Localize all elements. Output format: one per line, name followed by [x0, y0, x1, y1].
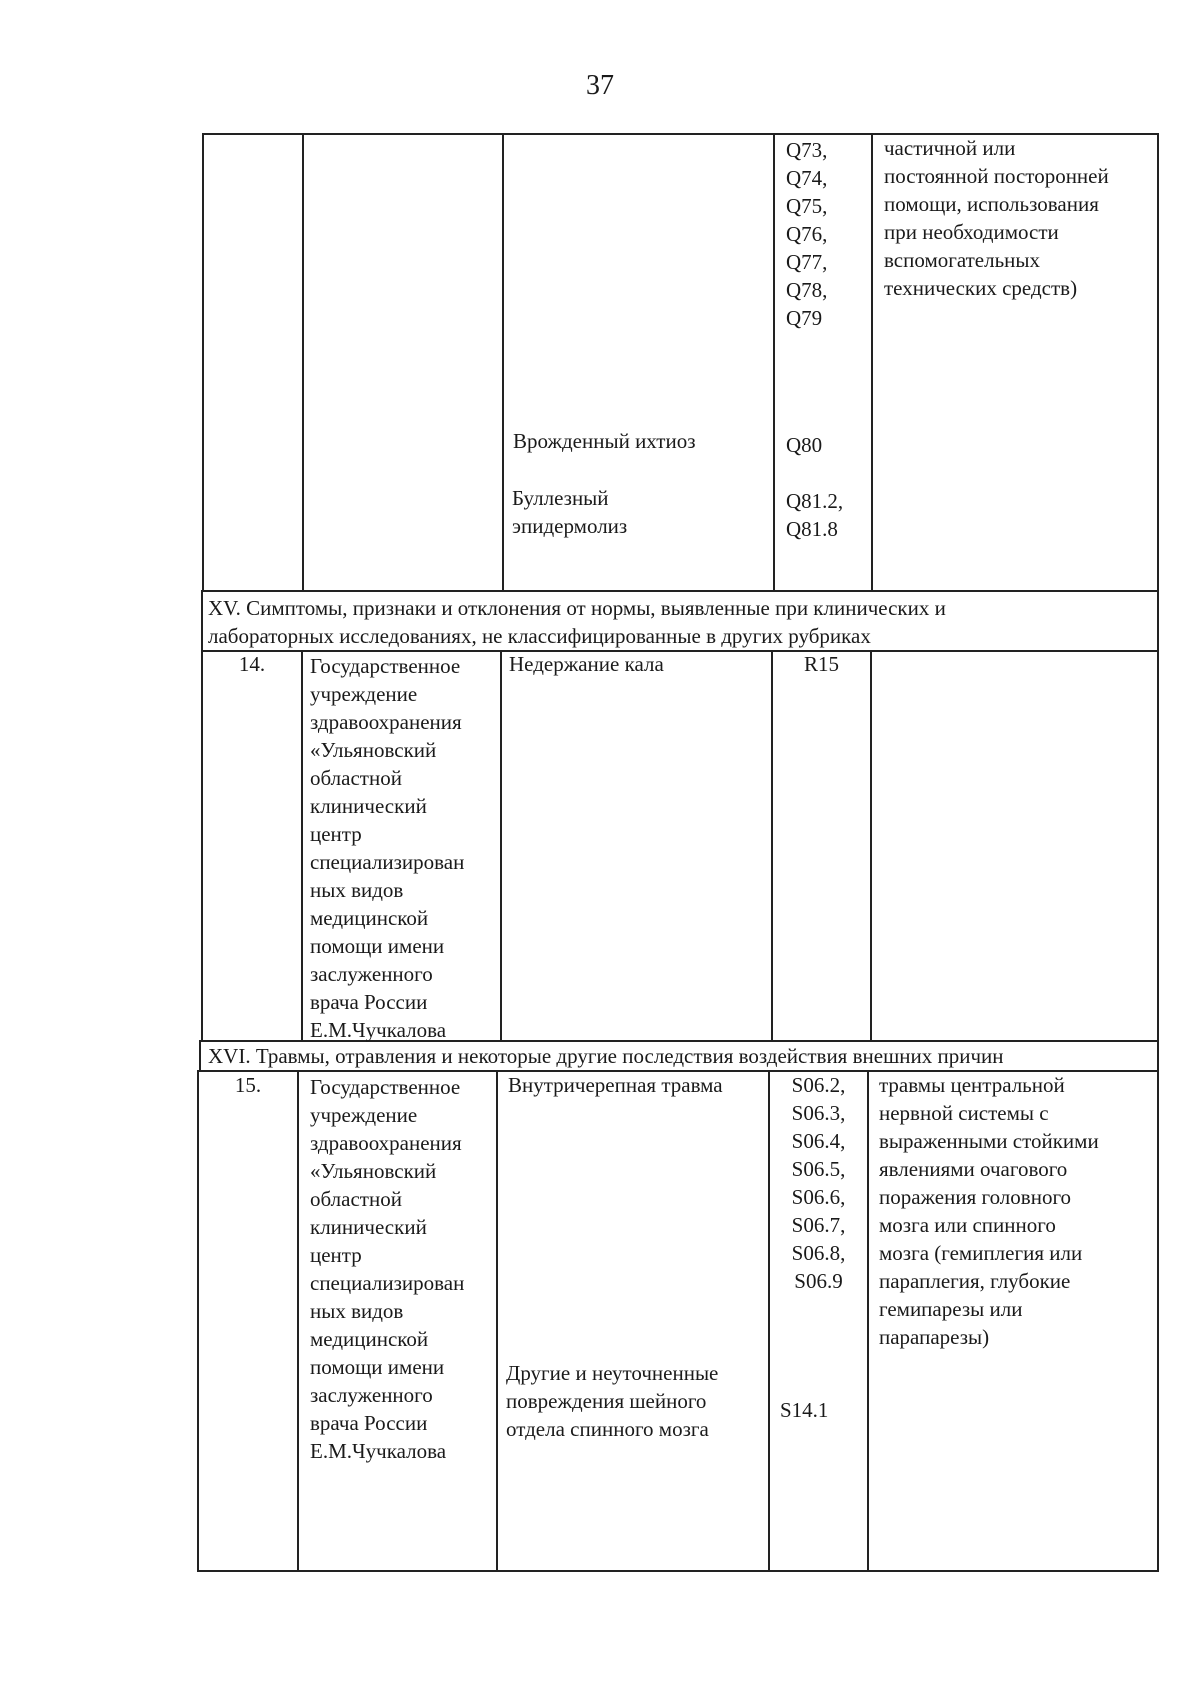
table-border-left: [197, 1070, 199, 1572]
icd-code-q80: Q80: [786, 433, 823, 457]
column-divider: [302, 133, 304, 590]
disease-intracranial-injury: Внутричерепная травма: [508, 1073, 723, 1097]
icd-codes-q73-q79: Q73, Q74, Q75, Q76, Q77, Q78, Q79: [786, 138, 828, 330]
column-divider: [773, 133, 775, 590]
row-divider: [202, 590, 1159, 592]
column-divider: [297, 1070, 299, 1572]
disease-epidermolysis: Буллезный эпидермолиз: [512, 486, 628, 538]
institution-name: Государственное учреждение здравоохранения «Ульяновский областной клинический центр специализирован ных видов медицинской помощи имени заслуженного врача России Е.М.Чучкалова: [310, 654, 465, 1042]
page-number: 37: [586, 70, 614, 101]
icd-codes-q81: Q81.2, Q81.8: [786, 489, 844, 541]
disease-cervical-spinal-injury: Другие и неуточненные повреждения шейного отдела спинного мозга: [506, 1361, 719, 1441]
icd-codes-s06: S06.2, S06.3, S06.4, S06.5, S06.6, S06.7, S06.8, S06.9: [791, 1073, 846, 1293]
column-divider: [771, 650, 773, 1040]
row-number-14: 14.: [238, 652, 266, 676]
condition-note: частичной или постоянной посторонней помощи, использования при необходимости вспомогательных технических средств): [884, 136, 1109, 300]
column-divider: [870, 650, 872, 1040]
column-divider: [496, 1070, 498, 1572]
table-border-right: [1157, 133, 1159, 1572]
icd-code-s14-1: S14.1: [780, 1398, 829, 1422]
icd-code-r15: R15: [803, 652, 839, 676]
column-divider: [500, 650, 502, 1040]
column-divider: [871, 133, 873, 590]
table-border-left: [199, 1040, 201, 1070]
column-divider: [502, 133, 504, 590]
institution-name: Государственное учреждение здравоохранения «Ульяновский областной клинический центр специализирован ных видов медицинской помощи имени заслуженного врача России Е.М.Чучкалова: [310, 1075, 465, 1463]
section-xvi-title: XVI. Травмы, отравления и некоторые другие последствия воздействия внешних причин: [208, 1044, 1004, 1068]
disease-ichthyosis: Врожденный ихтиоз: [513, 429, 696, 453]
condition-note: травмы центральной нервной системы с выраженными стойкими явлениями очагового поражения головного мозга или спинного мозга (гемиплегия или параплегия, глубокие гемипарезы или парапарезы): [879, 1073, 1099, 1349]
table-border-bottom: [197, 1570, 1157, 1572]
column-divider: [301, 650, 303, 1040]
disease-fecal-incontinence: Недержание кала: [509, 652, 664, 676]
table-border-left: [202, 133, 204, 590]
row-number-15: 15.: [234, 1073, 262, 1097]
column-divider: [867, 1070, 869, 1572]
section-xv-title: XV. Симптомы, признаки и отклонения от нормы, выявленные при клинических и лабораторных исследованиях, не классифицированные в других рубриках: [208, 596, 946, 648]
